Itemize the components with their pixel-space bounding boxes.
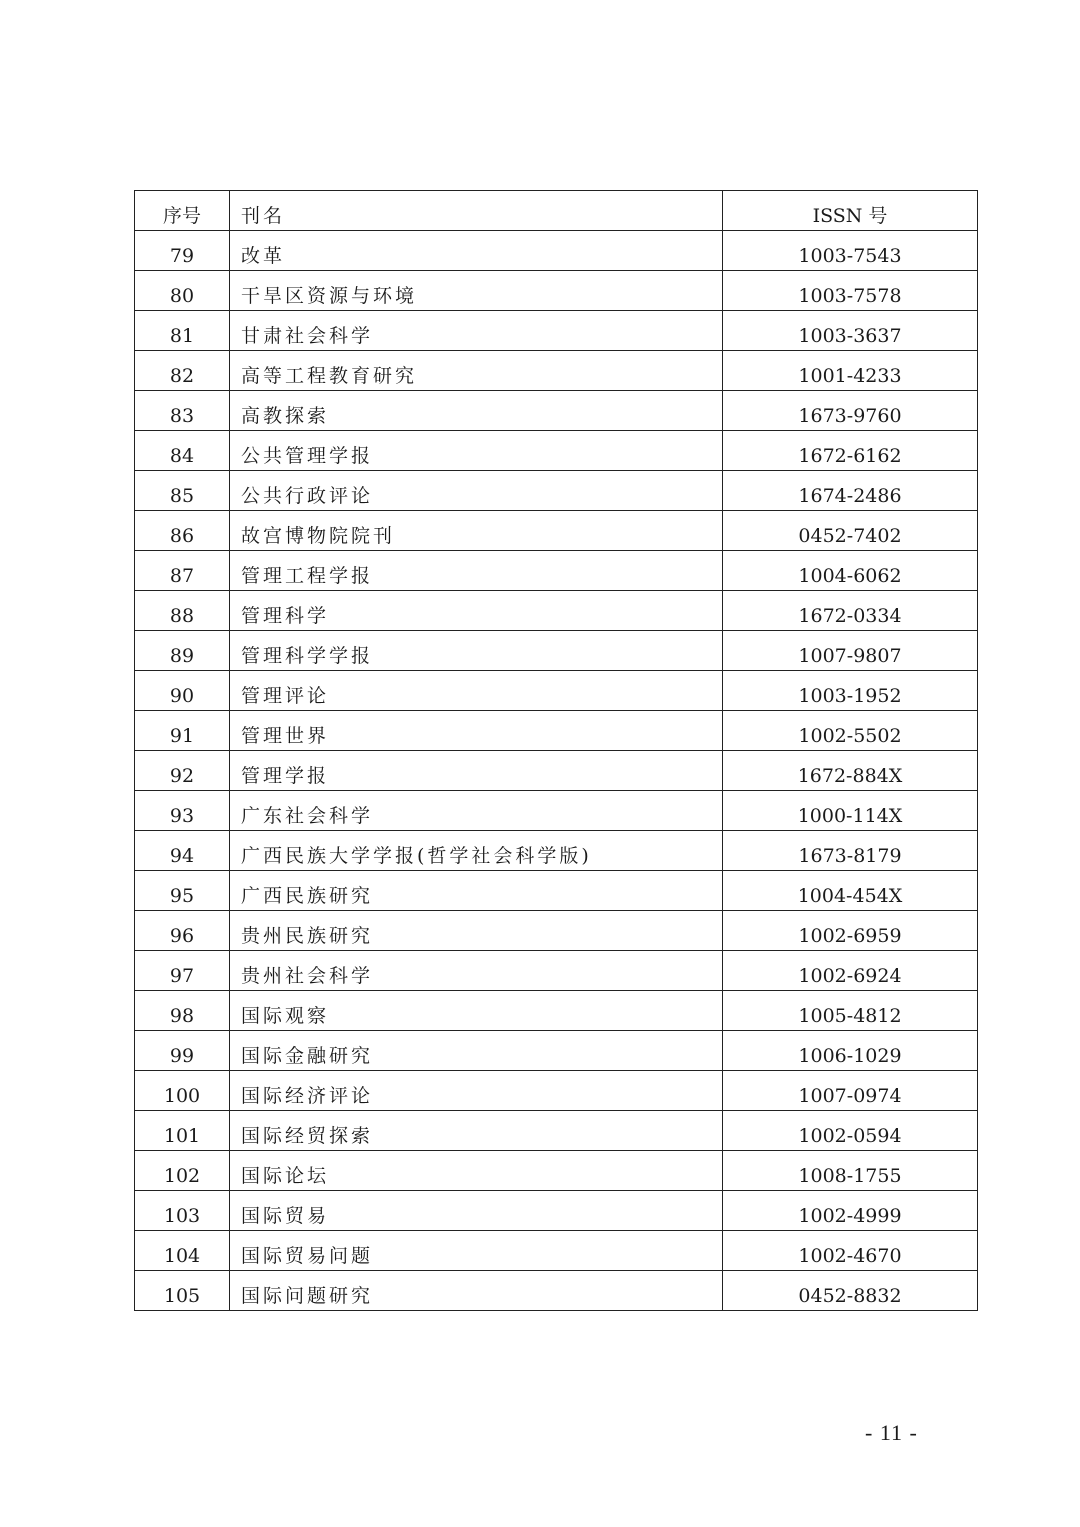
table-row	[135, 1111, 978, 1151]
journal-name-cell: 广东社会科学	[230, 791, 723, 831]
serial-number-cell: 97	[135, 951, 230, 991]
table-row	[135, 231, 978, 271]
table-row	[135, 831, 978, 871]
table-row	[135, 471, 978, 511]
journal-name-cell: 广西民族研究	[230, 871, 723, 911]
serial-number-cell: 105	[135, 1271, 230, 1311]
journal-name-cell: 公共管理学报	[230, 431, 723, 471]
serial-number-cell: 95	[135, 871, 230, 911]
issn-cell: 0452-8832	[723, 1271, 978, 1311]
table-row	[135, 991, 978, 1031]
table-row	[135, 591, 978, 631]
issn-cell: 1008-1755	[723, 1151, 978, 1191]
issn-cell: 1002-4670	[723, 1231, 978, 1271]
issn-cell: 1007-9807	[723, 631, 978, 671]
issn-cell: 1673-9760	[723, 391, 978, 431]
serial-number-cell: 94	[135, 831, 230, 871]
serial-number-cell: 91	[135, 711, 230, 751]
issn-cell: 1673-8179	[723, 831, 978, 871]
table-row	[135, 1031, 978, 1071]
serial-number-cell: 102	[135, 1151, 230, 1191]
journal-name-cell: 管理评论	[230, 671, 723, 711]
serial-number-cell: 79	[135, 231, 230, 271]
serial-number-cell: 83	[135, 391, 230, 431]
serial-number-cell: 100	[135, 1071, 230, 1111]
table-row	[135, 1231, 978, 1271]
serial-number-cell: 87	[135, 551, 230, 591]
journal-name-cell: 国际金融研究	[230, 1031, 723, 1071]
issn-cell: 1003-3637	[723, 311, 978, 351]
header-serial-number: 序号	[135, 191, 230, 231]
issn-cell: 1672-0334	[723, 591, 978, 631]
issn-cell: 1674-2486	[723, 471, 978, 511]
page-number: - 11 -	[865, 1420, 918, 1445]
serial-number-cell: 81	[135, 311, 230, 351]
table-row	[135, 1071, 978, 1111]
table-row	[135, 271, 978, 311]
serial-number-cell: 93	[135, 791, 230, 831]
issn-cell: 1672-884X	[723, 751, 978, 791]
issn-cell: 1672-6162	[723, 431, 978, 471]
journal-name-cell: 国际经贸探索	[230, 1111, 723, 1151]
journal-name-cell: 故宫博物院院刊	[230, 511, 723, 551]
serial-number-cell: 90	[135, 671, 230, 711]
journal-name-cell: 干旱区资源与环境	[230, 271, 723, 311]
journal-name-cell: 国际论坛	[230, 1151, 723, 1191]
issn-cell: 1005-4812	[723, 991, 978, 1031]
table-row	[135, 551, 978, 591]
journal-name-cell: 国际贸易问题	[230, 1231, 723, 1271]
serial-number-cell: 84	[135, 431, 230, 471]
table-row	[135, 1191, 978, 1231]
serial-number-cell: 92	[135, 751, 230, 791]
issn-cell: 1003-7543	[723, 231, 978, 271]
table-row	[135, 711, 978, 751]
table-row	[135, 311, 978, 351]
journal-name-cell: 国际问题研究	[230, 1271, 723, 1311]
journal-name-cell: 国际经济评论	[230, 1071, 723, 1111]
serial-number-cell: 96	[135, 911, 230, 951]
issn-cell: 1002-6959	[723, 911, 978, 951]
journal-table	[134, 190, 978, 1311]
table-row	[135, 631, 978, 671]
serial-number-cell: 99	[135, 1031, 230, 1071]
issn-cell: 1002-0594	[723, 1111, 978, 1151]
journal-name-cell: 国际观察	[230, 991, 723, 1031]
journal-name-cell: 贵州民族研究	[230, 911, 723, 951]
table-row	[135, 391, 978, 431]
header-issn: ISSN 号	[723, 191, 978, 231]
journal-name-cell: 甘肃社会科学	[230, 311, 723, 351]
journal-name-cell: 国际贸易	[230, 1191, 723, 1231]
table-header-row	[135, 191, 978, 231]
table-row	[135, 431, 978, 471]
issn-cell: 1003-1952	[723, 671, 978, 711]
serial-number-cell: 85	[135, 471, 230, 511]
serial-number-cell: 101	[135, 1111, 230, 1151]
issn-cell: 1006-1029	[723, 1031, 978, 1071]
journal-name-cell: 管理科学	[230, 591, 723, 631]
issn-cell: 1004-454X	[723, 871, 978, 911]
table-row	[135, 751, 978, 791]
table-row	[135, 911, 978, 951]
journal-name-cell: 高教探索	[230, 391, 723, 431]
issn-cell: 1007-0974	[723, 1071, 978, 1111]
table-row	[135, 1271, 978, 1311]
serial-number-cell: 86	[135, 511, 230, 551]
issn-cell: 1000-114X	[723, 791, 978, 831]
table-row	[135, 791, 978, 831]
serial-number-cell: 88	[135, 591, 230, 631]
journal-name-cell: 高等工程教育研究	[230, 351, 723, 391]
table-row	[135, 871, 978, 911]
serial-number-cell: 89	[135, 631, 230, 671]
issn-cell: 1002-6924	[723, 951, 978, 991]
serial-number-cell: 82	[135, 351, 230, 391]
serial-number-cell: 104	[135, 1231, 230, 1271]
issn-cell: 1004-6062	[723, 551, 978, 591]
journal-name-cell: 管理世界	[230, 711, 723, 751]
serial-number-cell: 98	[135, 991, 230, 1031]
serial-number-cell: 80	[135, 271, 230, 311]
issn-cell: 1003-7578	[723, 271, 978, 311]
issn-cell: 1002-5502	[723, 711, 978, 751]
issn-cell: 1001-4233	[723, 351, 978, 391]
journal-name-cell: 管理科学学报	[230, 631, 723, 671]
table-row	[135, 511, 978, 551]
serial-number-cell: 103	[135, 1191, 230, 1231]
table-body	[135, 231, 978, 1311]
journal-name-cell: 广西民族大学学报(哲学社会科学版)	[230, 831, 723, 871]
issn-cell: 1002-4999	[723, 1191, 978, 1231]
table-row	[135, 1151, 978, 1191]
journal-name-cell: 贵州社会科学	[230, 951, 723, 991]
header-journal-name: 刊名	[230, 191, 723, 231]
table-row	[135, 951, 978, 991]
journal-name-cell: 管理学报	[230, 751, 723, 791]
table-row	[135, 671, 978, 711]
journal-name-cell: 管理工程学报	[230, 551, 723, 591]
issn-cell: 0452-7402	[723, 511, 978, 551]
journal-name-cell: 公共行政评论	[230, 471, 723, 511]
journal-name-cell: 改革	[230, 231, 723, 271]
table-row	[135, 351, 978, 391]
